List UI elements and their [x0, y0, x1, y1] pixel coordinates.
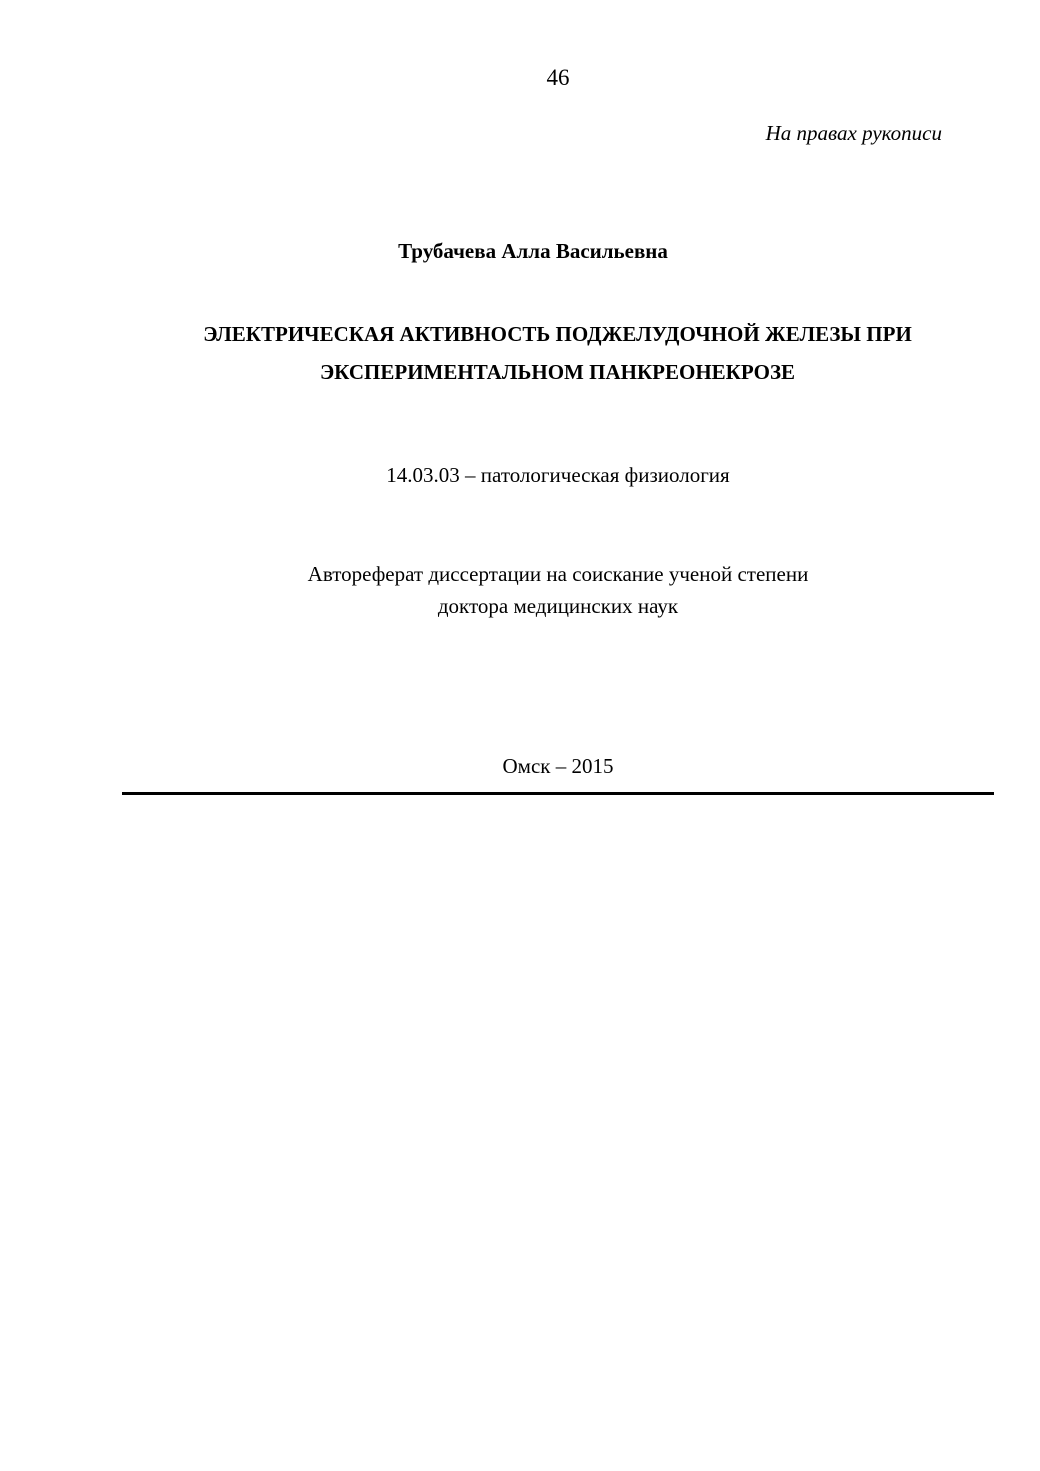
title-line-2: ЭКСПЕРИМЕНТАЛЬНОМ ПАНКРЕОНЕКРОЗЕ [319, 360, 796, 384]
abstract-description [0, 558, 1040, 622]
dissertation-title [120, 315, 995, 391]
page-number: 46 [546, 65, 570, 90]
place-year: Омск – 2015 [502, 754, 614, 778]
horizontal-divider [122, 792, 994, 795]
manuscript-note: На правах рукописи [765, 121, 942, 145]
title-line-1: ЭЛЕКТРИЧЕСКАЯ АКТИВНОСТЬ ПОДЖЕЛУДОЧНОЙ ЖЕЛЕЗЫ ПРИ [203, 322, 912, 346]
specialty-code: 14.03.03 – патологическая физиология [386, 463, 730, 487]
author-name: Трубачева Алла Васильевна [398, 239, 668, 263]
abstract-line-1: Автореферат диссертации на соискание ученой степени [307, 562, 809, 586]
abstract-line-2: доктора медицинских наук [437, 594, 679, 618]
